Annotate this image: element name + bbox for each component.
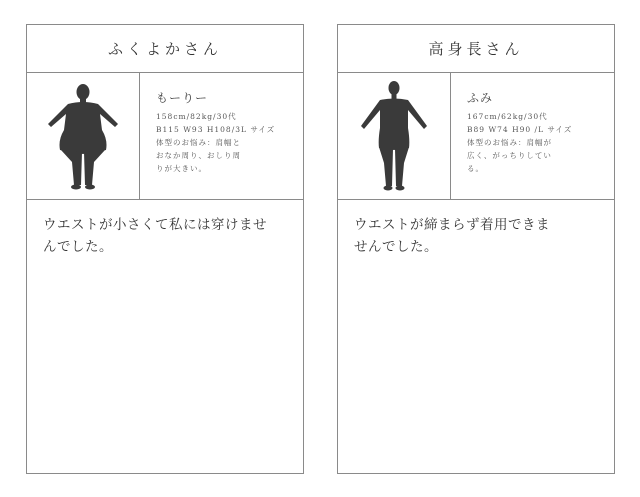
profile-section — [338, 73, 614, 200]
body-silhouette-curvy-icon — [38, 80, 128, 192]
figure-cell — [27, 73, 140, 199]
profile-info — [451, 73, 614, 199]
figure-cell — [338, 73, 451, 199]
comment-line: ウエストが小さくて私には穿けませ — [43, 217, 267, 233]
review-comment — [27, 200, 303, 258]
model-specs: 167cm/62kg/30代 — [467, 112, 548, 121]
model-name: ふみ — [467, 91, 494, 105]
body-concern-line: りが大きい。 — [156, 164, 207, 173]
card-title: 高身長さん — [338, 25, 614, 73]
model-name: もーりー — [156, 91, 209, 105]
comment-line: んでした。 — [43, 239, 113, 255]
comment-line: ウエストが締まらず着用できま — [354, 217, 550, 233]
model-specs: 158cm/82kg/30代 — [156, 112, 237, 121]
review-card-tall — [337, 24, 615, 474]
review-card-curvy — [26, 24, 304, 474]
model-size: B115 W93 H108/3L サイズ — [156, 125, 276, 134]
body-concern-line: る。 — [467, 164, 484, 173]
body-concern-line: 体型のお悩み：肩幅と — [156, 138, 241, 147]
profile-info — [140, 73, 303, 199]
comment-line: せんでした。 — [354, 239, 438, 255]
profile-section — [27, 73, 303, 200]
body-concern-line: おなか周り、おしり周 — [156, 151, 241, 160]
body-concern-line: 体型のお悩み：肩幅が — [467, 138, 552, 147]
review-comment — [338, 200, 614, 258]
card-title: ふくよかさん — [27, 25, 303, 73]
body-concern-line: 広く、がっちりしてい — [467, 151, 552, 160]
model-size: B89 W74 H90 /L サイズ — [467, 125, 573, 134]
body-silhouette-tall-icon — [349, 78, 439, 194]
